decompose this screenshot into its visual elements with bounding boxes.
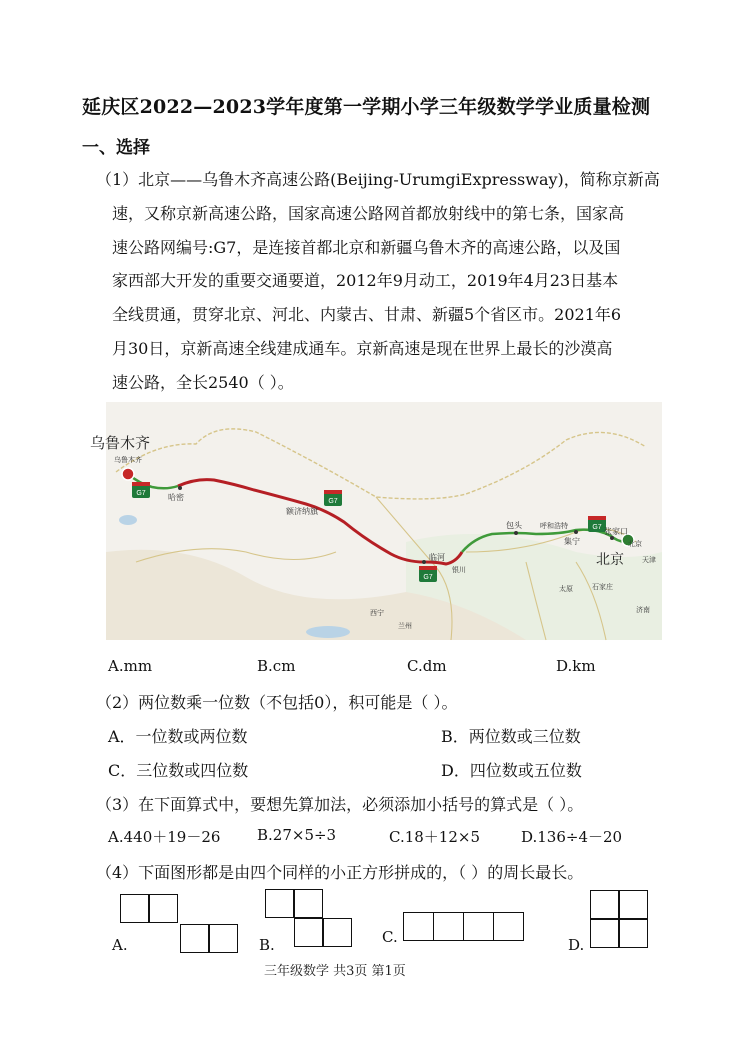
q1-line-4: 家西部大开发的重要交通要道，2012年9月动工，2019年4月23日基本 [112, 271, 619, 291]
shape-b-square [294, 918, 323, 947]
map-graphic [90, 402, 662, 640]
q1-option-a[interactable]: A.mm [108, 657, 153, 675]
label-beijing-small: 北京 [628, 540, 642, 548]
shape-d-square [590, 890, 619, 919]
q2-stem: （2）两位数乘一位数（不包括0），积可能是（ ）。 [96, 693, 458, 712]
shape-a-square [120, 894, 149, 923]
q2-option-b[interactable]: B．两位数或三位数 [441, 727, 581, 746]
shape-b-square [265, 889, 294, 918]
section-heading: 一、选择 [82, 138, 150, 158]
q1-line-1: （1）北京——乌鲁木齐高速公路(Beijing-UrumgiExpressway)，简称京新高 [96, 170, 660, 189]
q1-line-6: 月30日，京新高速全线建成通车。京新高速是现在世界上最长的沙漠高 [112, 338, 613, 358]
q2-option-a[interactable]: A．一位数或两位数 [108, 727, 248, 746]
label-jinan: 济南 [636, 606, 650, 614]
hami-dot [178, 486, 182, 490]
label-hohhot: 呼和浩特 [540, 522, 568, 530]
q1-option-b[interactable]: B.cm [257, 657, 296, 675]
jining-dot [574, 530, 578, 534]
q3-option-b[interactable]: B.27×5÷3 [257, 826, 337, 844]
question-1 [96, 163, 696, 400]
label-urumqi-big: 乌鲁木齐 [90, 434, 151, 452]
shape-d-square [590, 919, 619, 948]
shape-c-square [403, 912, 434, 941]
q4-option-b-label[interactable]: B. [259, 936, 275, 954]
q1-option-d[interactable]: D.km [556, 657, 596, 675]
label-xining: 西宁 [370, 609, 384, 617]
label-shijiazhuang: 石家庄 [592, 583, 613, 591]
shape-b-square [294, 889, 323, 918]
label-taiyuan: 太原 [559, 585, 573, 593]
zhangjiakou-dot [610, 536, 614, 540]
label-linhe: 临河 [429, 553, 445, 562]
label-beijing-big: 北京 [596, 552, 624, 568]
shape-c-square [433, 912, 464, 941]
q4-stem: （4）下面图形都是由四个同样的小正方形拼成的，（ ）的周长最长。 [96, 863, 584, 882]
shape-b-square [323, 918, 352, 947]
g7-route-map [90, 402, 662, 640]
lake-1 [119, 515, 137, 525]
label-yinchuan: 银川 [452, 566, 466, 574]
page-title: 延庆区2022—2023学年度第一学期小学三年级数学学业质量检测 [82, 96, 651, 118]
shape-a-square [180, 924, 209, 953]
q4-option-c-label[interactable]: C. [382, 928, 398, 946]
g7-label-2: G7 [328, 498, 338, 505]
q1-line-5: 全线贯通，贯穿北京、河北、内蒙古、甘肃、新疆5个省区市。2021年6 [112, 305, 622, 325]
label-urumqi-small: 乌鲁木齐 [114, 456, 142, 464]
baotou-dot [514, 531, 518, 535]
urumqi-marker [122, 468, 134, 480]
q4-option-d-label[interactable]: D. [568, 936, 585, 954]
shape-d-square [619, 919, 648, 948]
shape-a-square [209, 924, 238, 953]
q1-line-3: 速公路网编号:G7，是连接首都北京和新疆乌鲁木齐的高速公路，以及国 [112, 237, 621, 257]
q1-line-2: 速，又称京新高速公路，国家高速公路网首都放射线中的第七条，国家高 [112, 203, 625, 223]
g7-label-4: G7 [592, 524, 602, 531]
q4-option-a-label[interactable]: A. [112, 936, 128, 954]
q3-option-a[interactable]: A.440＋19－26 [108, 828, 221, 846]
page-footer: 三年级数学 共3页 第1页 [264, 964, 406, 979]
q2-option-d[interactable]: D．四位数或五位数 [441, 761, 582, 780]
label-baotou: 包头 [506, 521, 522, 530]
q1-line-7: 速公路，全长2540（ ）。 [112, 372, 294, 392]
linhe-dot [422, 560, 426, 564]
g7-label-3: G7 [423, 574, 433, 581]
label-ejina: 额济纳旗 [286, 507, 318, 516]
shape-d-square [619, 890, 648, 919]
label-zhangjiakou: 张家口 [604, 527, 628, 536]
g7-label-1: G7 [136, 490, 146, 497]
q3-stem: （3）在下面算式中，要想先算加法，必须添加小括号的算式是（ ）。 [96, 795, 584, 814]
lake-qinghai [306, 626, 350, 638]
shape-c-square [463, 912, 494, 941]
shape-a-square [149, 894, 178, 923]
q3-option-d[interactable]: D.136÷4－20 [521, 828, 623, 846]
q1-option-c[interactable]: C.dm [407, 657, 447, 675]
label-jining: 集宁 [564, 537, 580, 546]
label-hami: 哈密 [168, 493, 184, 502]
g7-shield-3 [419, 566, 437, 582]
label-lanzhou: 兰州 [398, 622, 412, 630]
label-tianjin: 天津 [642, 556, 656, 564]
q3-option-c[interactable]: C.18＋12×5 [389, 828, 480, 846]
shape-c-square [493, 912, 524, 941]
g7-shield-2 [324, 490, 342, 506]
q2-option-c[interactable]: C．三位数或四位数 [108, 761, 249, 780]
g7-shield-1 [132, 482, 150, 498]
